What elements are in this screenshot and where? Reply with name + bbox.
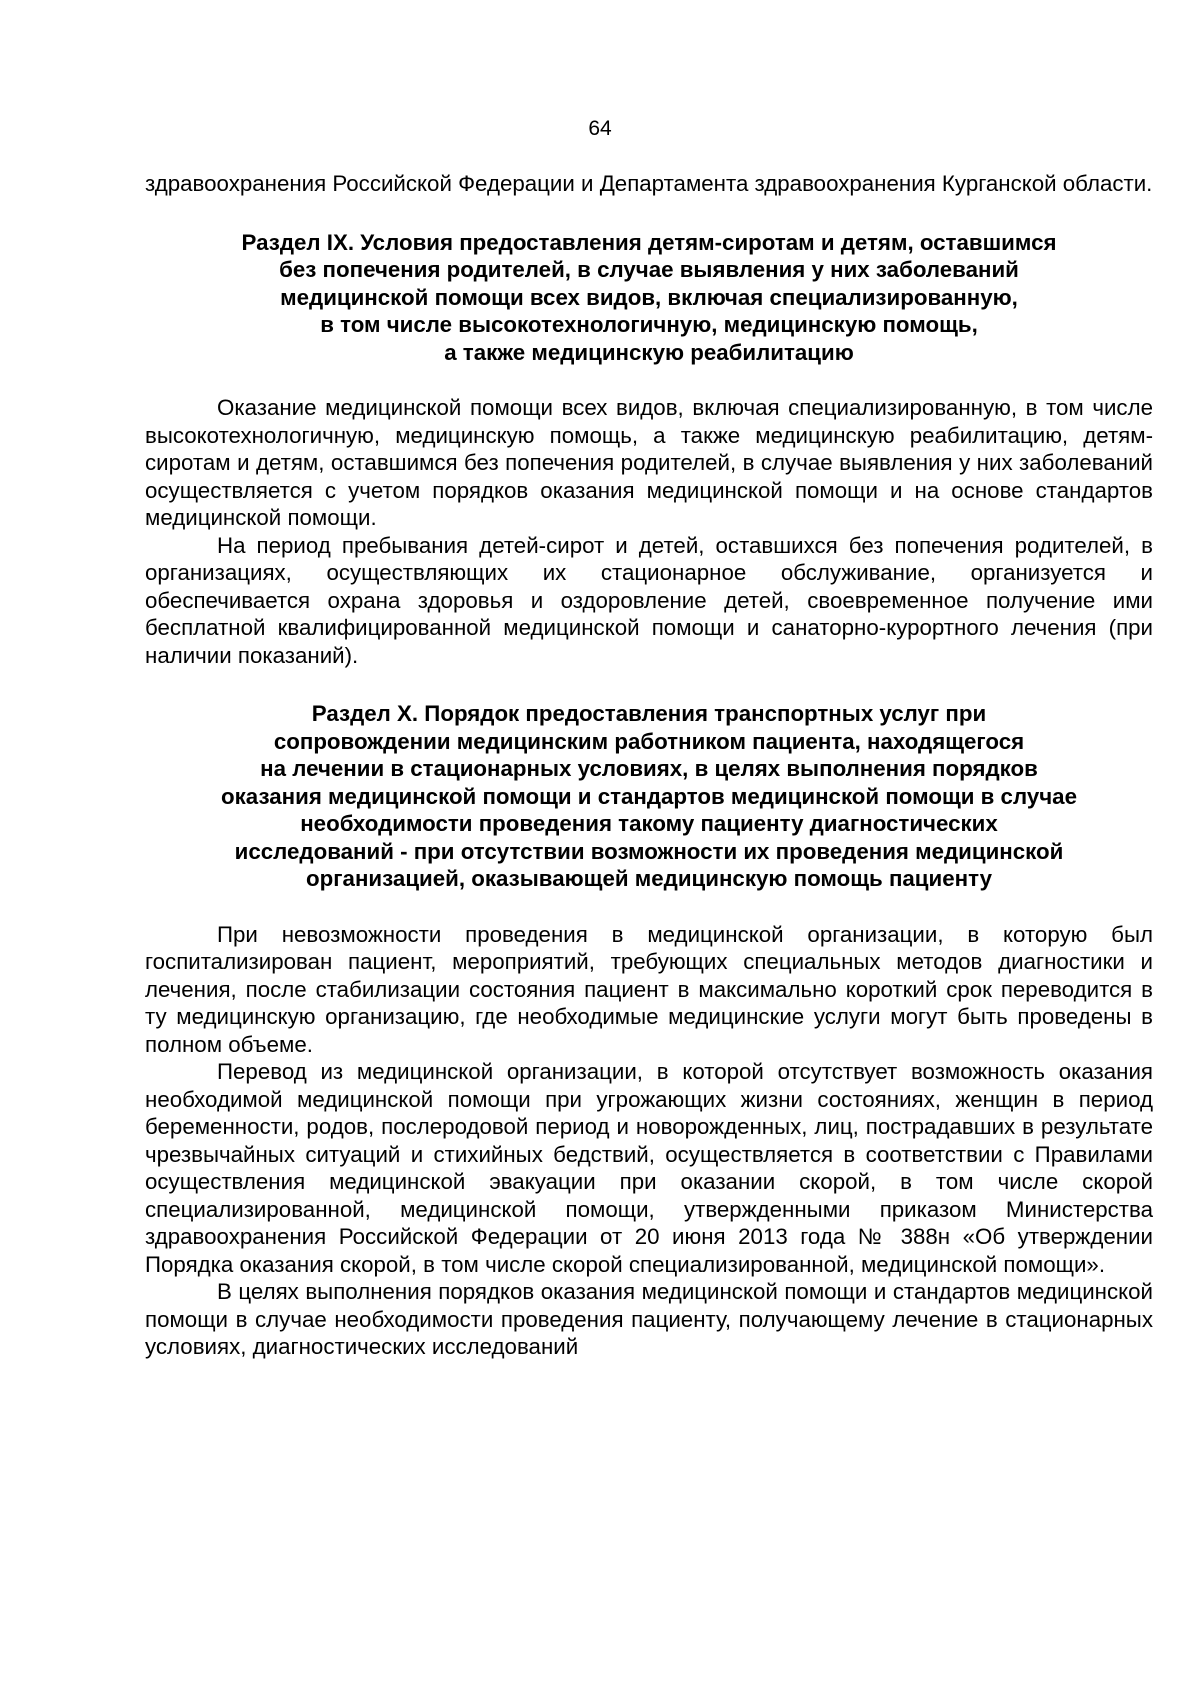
section-10-paragraph: При невозможности проведения в медицинской организации, в которую был госпитализирован пациент, мероприятий, требующих специальных методов диагностики и лечения, после стабилизации состояния пациент в максимально короткий срок переводится в ту медицинскую организацию, где необходимые медицинские услуги могут быть проведены в полном объеме.: [145, 921, 1153, 1057]
section-10-heading-line: оказания медицинской помощи и стандартов медицинской помощи в случае: [221, 783, 1077, 809]
section-9-paragraph: Оказание медицинской помощи всех видов, включая специализированную, в том числе высокотехнологичную, медицинскую помощь, а также медицинскую реабилитацию, детям-сиротам и детям, оставшимся без попечения родителей, в случае выявления у них заболеваний осуществляется с учетом порядков оказания медицинской помощи и на основе стандартов медицинской помощи.: [145, 395, 1153, 530]
section-9-heading-line: без попечения родителей, в случае выявления у них заболеваний: [279, 257, 1019, 282]
intro-paragraph: здравоохранения Российской Федерации и Департамента здравоохранения Курганской области.: [145, 171, 1153, 196]
page-content: [145, 170, 1153, 1361]
section-10-paragraph: В целях выполнения порядков оказания медицинской помощи и стандартов медицинской помощи в случае необходимости проведения пациенту, получающему лечение в стационарных условиях, диагностических исследований: [145, 1279, 1153, 1359]
page-number: 64: [588, 117, 612, 140]
section-10-heading-line: организацией, оказывающей медицинскую помощь пациенту: [306, 866, 992, 891]
section-9-heading-line: а также медицинскую реабилитацию: [444, 339, 854, 365]
section-9-heading: [145, 229, 1153, 367]
section-10-heading-line: исследований - при отсутствии возможности их проведения медицинской: [234, 838, 1064, 864]
section-10-paragraph: Перевод из медицинской организации, в которой отсутствует возможность оказания необходимой медицинской помощи при угрожающих жизни состояниях, женщин в период беременности, родов, послеродовой период и новорожденных, лиц, пострадавших в результате чрезвычайных ситуаций и стихийных бедствий, осуществляется в соответствии с Правилами осуществления медицинской эвакуации при оказании скорой, в том числе скорой специализированной, медицинской помощи, утвержденными приказом Министерства здравоохранения Российской Федерации от 20 июня 2013 года № 388н «Об утверждении Порядка оказания скорой, в том числе скорой специализированной, медицинской помощи».: [145, 1059, 1153, 1277]
section-9-paragraph: На период пребывания детей-сирот и детей, оставшихся без попечения родителей, в организациях, осуществляющих их стационарное обслуживание, организуется и обеспечивается охрана здоровья и оздоровление детей, своевременное получение ими бесплатной квалифицированной медицинской помощи и санаторно-курортного лечения (при наличии показаний).: [145, 532, 1153, 668]
section-9-heading-line: медицинской помощи всех видов, включая специализированную,: [280, 284, 1018, 310]
section-10-heading-line: необходимости проведения такому пациенту диагностических: [300, 811, 998, 836]
section-10-heading-line: на лечении в стационарных условиях, в целях выполнения порядков: [260, 756, 1038, 781]
section-9-heading-line: Раздел IX. Условия предоставления детям-сиротам и детям, оставшимся: [241, 229, 1057, 255]
section-10-heading: [145, 700, 1153, 893]
section-10-heading-line: Раздел X. Порядок предоставления транспортных услуг при: [311, 701, 987, 726]
section-9-heading-line: в том числе высокотехнологичную, медицинскую помощь,: [320, 312, 978, 337]
section-10-heading-line: сопровождении медицинским работником пациента, находящегося: [273, 728, 1025, 754]
